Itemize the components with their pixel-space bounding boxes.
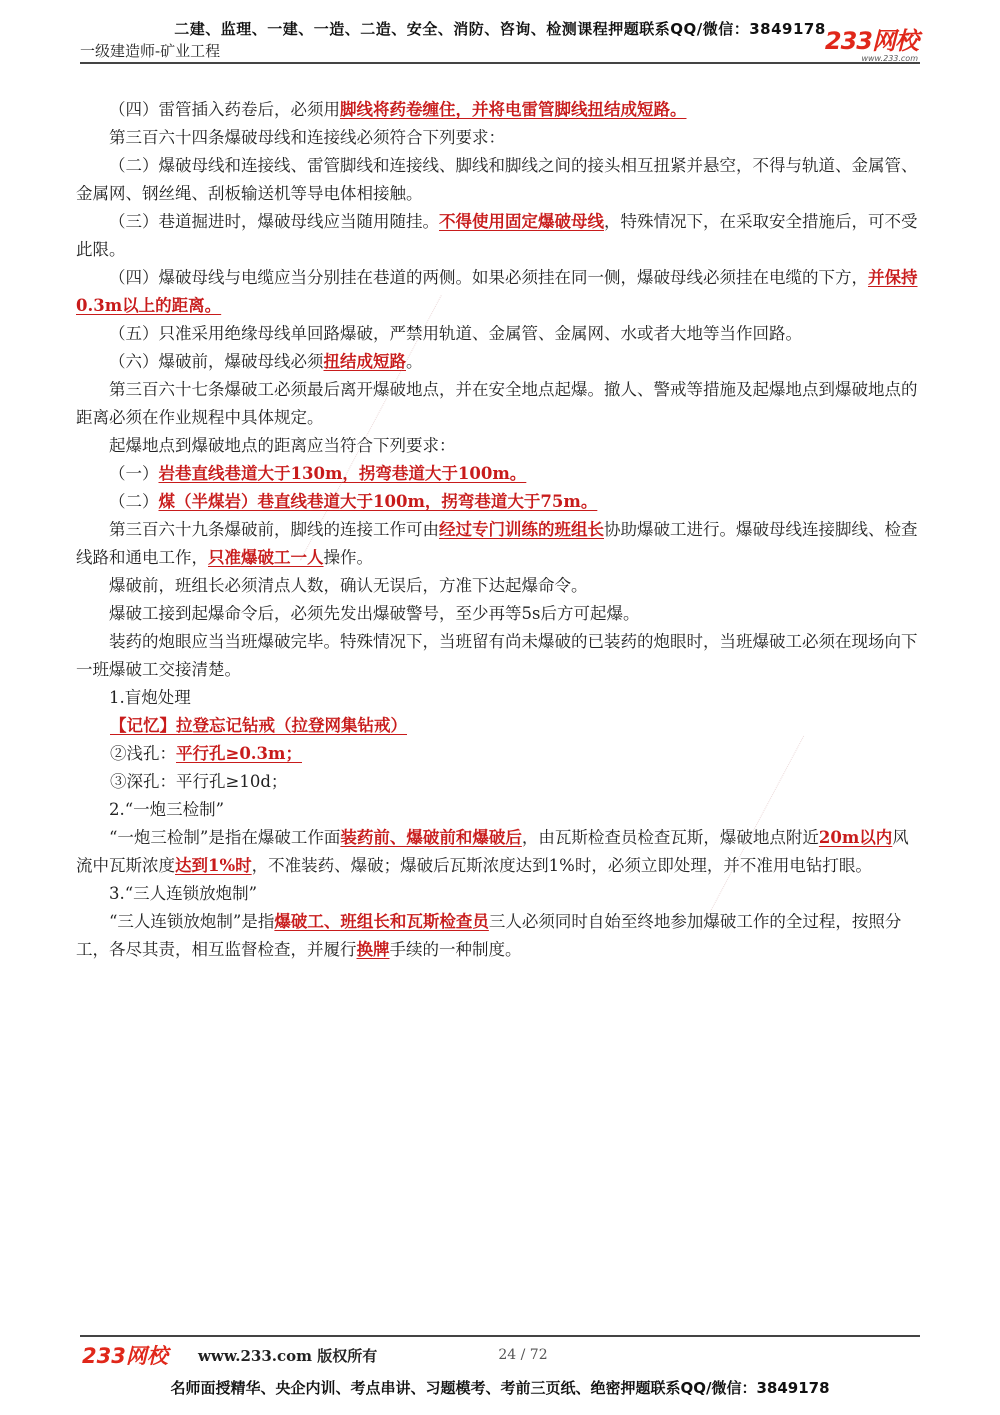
text: （四）爆破母线与电缆应当分别挂在巷道的两侧。如果必须挂在同一侧，爆破母线必须挂在电缆的下方， (109, 268, 868, 287)
text: ，由瓦斯检查员检查瓦斯，爆破地点附近 (521, 828, 819, 847)
text: 第三百六十九条爆破前，脚线的连接工作可由 (109, 520, 439, 539)
highlight-text: 扭结成短路 (323, 352, 406, 371)
memo-line (76, 712, 920, 740)
highlight-text: 换牌 (356, 940, 390, 959)
paragraph: 爆破前，班组长必须清点人数，确认无误后，方准下达起爆命令。 (109, 576, 588, 595)
paragraph (76, 488, 920, 516)
section-heading: 1.盲炮处理 (109, 688, 191, 707)
top-contact-banner: 二建、监理、一建、一造、二造、安全、消防、咨询、检测课程押题联系QQ/微信：3849178 (174, 20, 826, 38)
paragraph (76, 516, 920, 572)
highlight-text: 【记忆】拉登忘记钻戒（拉登网集钻戒） (110, 716, 407, 735)
paragraph (76, 264, 920, 320)
text: （二） (109, 492, 159, 511)
paragraph: 装药的炮眼应当当班爆破完毕。特殊情况下，当班留有尚未爆破的已装药的炮眼时，当班爆破工必须在现场向下一班爆破工交接清楚。 (76, 632, 918, 679)
highlight-text: 平行孔≥0.3m； (176, 744, 302, 763)
document-body (76, 96, 920, 964)
highlight-text: 20m以内 (818, 828, 893, 847)
paragraph (76, 208, 920, 264)
section-heading: 2.“一炮三检制” (109, 800, 225, 819)
text: ，不准装药、爆破；爆破后瓦斯浓度达到1%时，必须立即处理，并不准用电钻打眼。 (251, 856, 872, 875)
text: （一） (109, 464, 159, 483)
paragraph: 起爆地点到爆破地点的距离应当符合下列要求： (109, 436, 456, 455)
header-divider (80, 62, 920, 64)
text: ②浅孔： (110, 744, 176, 763)
text: ，特殊情况下，在采取安全措施后，可不受此限。 (76, 212, 918, 259)
highlight-text: 脚线将药卷缠住，并将电雷管脚线扭结成短路。 (340, 100, 687, 119)
paragraph (76, 908, 920, 964)
text: “三人连锁放炮制”是指 (109, 912, 275, 931)
text: 操作。 (323, 548, 373, 567)
highlight-text: 并保持0.3m以上的距离。 (76, 268, 918, 315)
highlight-text: 只准爆破工一人 (208, 548, 324, 567)
paragraph: 第三百六十七条爆破工必须最后离开爆破地点，并在安全地点起爆。撤人、警戒等措施及起爆地点到爆破地点的距离必须在作业规程中具体规定。 (76, 380, 918, 427)
brand-logo (825, 28, 918, 63)
highlight-text: 不得使用固定爆破母线 (439, 212, 604, 231)
highlight-text: 爆破工、班组长和瓦斯检查员 (274, 912, 489, 931)
footer-copyright: www.233.com 版权所有 (198, 1347, 378, 1365)
text: （六）爆破前，爆破母线必须 (109, 352, 324, 371)
paragraph (76, 96, 920, 124)
paragraph (76, 824, 920, 880)
text: 手续的一种制度。 (389, 940, 522, 959)
paragraph: （二）爆破母线和连接线、雷管脚线和连接线、脚线和脚线之间的接头相互扭紧并悬空，不得与轨道、金属管、金属网、钢丝绳、刮板输送机等导电体相接触。 (76, 156, 918, 203)
text: 三人必须同时自始至终地参加爆破工作的全过程，按照分工，各尽其责，相互监督检查，并履行 (76, 912, 902, 959)
paragraph (76, 460, 920, 488)
text: “一炮三检制”是指在爆破工作面 (109, 828, 341, 847)
paragraph (76, 348, 920, 376)
paragraph: 爆破工接到起爆命令后，必须先发出爆破警号，至少再等5s后方可起爆。 (109, 604, 640, 623)
highlight-text: 装药前、爆破前和爆破后 (340, 828, 522, 847)
footer-divider (80, 1335, 920, 1337)
page-number: 24 / 72 (498, 1347, 548, 1363)
footer-logo: 233网校 (82, 1344, 168, 1368)
text: 协助爆破工进行。爆破母线连接脚线、检查线路和通电工作， (76, 520, 918, 567)
highlight-text: 煤（半煤岩）巷直线巷道大于100m，拐弯巷道大于75m。 (158, 492, 598, 511)
text: （三）巷道掘进时，爆破母线应当随用随挂。 (109, 212, 439, 231)
logo-url: www.233.com (861, 54, 918, 63)
section-heading: 3.“三人连锁放炮制” (109, 884, 258, 903)
text: （四）雷管插入药卷后，必须用 (109, 100, 340, 119)
text: 。 (406, 352, 423, 371)
highlight-text: 经过专门训练的班组长 (439, 520, 604, 539)
list-item: ③深孔：平行孔≥10d； (110, 772, 288, 791)
text: 风流中瓦斯浓度 (76, 828, 909, 875)
bottom-contact-banner: 名师面授精华、央企内训、考点串讲、习题模考、考前三页纸、绝密押题联系QQ/微信：3849178 (170, 1379, 830, 1397)
paragraph: （五）只准采用绝缘母线单回路爆破，严禁用轨道、金属管、金属网、水或者大地等当作回路。 (109, 324, 802, 343)
course-label: 一级建造师-矿业工程 (80, 42, 221, 60)
paragraph: 第三百六十四条爆破母线和连接线必须符合下列要求： (109, 128, 505, 147)
logo-text: 233网校 (824, 27, 918, 55)
highlight-text: 达到1%时 (175, 856, 252, 875)
highlight-text: 岩巷直线巷道大于130m，拐弯巷道大于100m。 (158, 464, 527, 483)
